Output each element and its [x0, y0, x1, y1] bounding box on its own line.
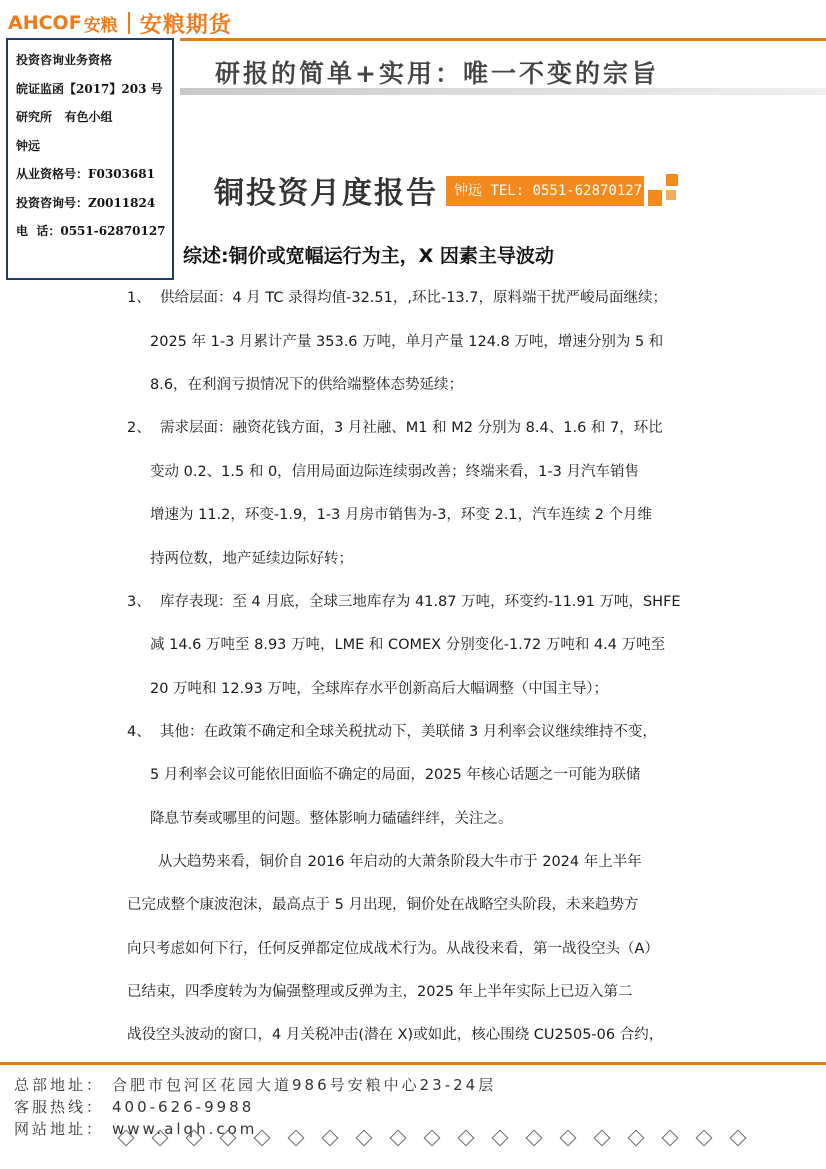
- info-line: 投资咨询号：Z0011824: [16, 195, 156, 210]
- logo-chinese-small: 安粮: [83, 15, 118, 36]
- diamond-icon: [390, 1130, 407, 1147]
- logo-chinese-large: 安粮期货: [139, 12, 232, 38]
- body-line: 增速为 11.2，环变-1.9，1-3 月房市销售为-3，环变 2.1，汽车连续 2 个月维: [150, 507, 653, 523]
- diamond-icon: [492, 1130, 509, 1147]
- body-line: 3、 库存表现：至 4 月底，全球三地库存为 41.87 万吨，环变约-11.91 万吨，SHFE: [127, 594, 681, 610]
- footer-divider: [0, 1062, 826, 1065]
- footer-diamond-row: [120, 1132, 744, 1144]
- analyst-info-box: [6, 38, 174, 280]
- diamond-icon: [662, 1130, 679, 1147]
- logo-divider: [128, 12, 130, 34]
- diamond-icon: [118, 1130, 135, 1147]
- logo-english: AHCOF: [8, 12, 82, 34]
- body-line: 2、 需求层面：融资花钱方面，3 月社融、M1 和 M2 分别为 8.4、1.6 和 7，环比: [127, 420, 663, 436]
- report-contact-tag: 钟远 TEL: 0551-62870127: [446, 176, 644, 206]
- diamond-icon: [322, 1130, 339, 1147]
- body-line: 从大趋势来看，铜价自 2016 年启动的大萧条阶段大牛市于 2024 年上半年: [158, 854, 642, 870]
- report-title-banner: [210, 168, 682, 212]
- body-line: 已完成整个康波泡沫，最高点于 5 月出现，铜价处在战略空头阶段，未来趋势方: [127, 897, 639, 913]
- decor-square: [666, 190, 676, 200]
- diamond-icon: [152, 1130, 169, 1147]
- decor-square: [648, 190, 662, 206]
- report-title: 铜投资月度报告: [214, 176, 438, 211]
- diamond-icon: [526, 1130, 543, 1147]
- body-line: 变动 0.2、1.5 和 0，信用局面边际连续弱改善；终端来看，1-3 月汽车销售: [150, 464, 639, 480]
- company-logo: [8, 8, 232, 38]
- body-line: 向只考虑如何下行，任何反弹都定位成战术行为。从战役来看，第一战役空头（A）: [127, 941, 659, 957]
- slogan: 研报的简单+实用：唯一不变的宗旨: [215, 59, 659, 88]
- section-heading: 综述:铜价或宽幅运行为主，X 因素主导波动: [183, 245, 554, 267]
- diamond-icon: [594, 1130, 611, 1147]
- diamond-icon: [288, 1130, 305, 1147]
- website-value: www.alqh.com: [112, 1120, 258, 1138]
- slogan-underline: [180, 88, 826, 95]
- diamond-icon: [220, 1130, 237, 1147]
- footer-hotline: [14, 1096, 254, 1117]
- decor-square: [666, 174, 678, 186]
- diamond-icon: [356, 1130, 373, 1147]
- address-value: 合肥市包河区花园大道986号安粮中心23-24层: [112, 1076, 497, 1094]
- diamond-icon: [254, 1130, 271, 1147]
- body-line: 持两位数，地产延续边际好转；: [150, 551, 353, 567]
- body-line: 减 14.6 万吨至 8.93 万吨，LME 和 COMEX 分别变化-1.72 万吨和 4.4 万吨至: [150, 637, 666, 653]
- body-line: 降息节奏或哪里的问题。整体影响力磕磕绊绊，关注之。: [150, 811, 513, 827]
- hotline-value: 400-626-9988: [112, 1098, 255, 1116]
- website-label: 网站地址：: [14, 1120, 105, 1138]
- info-line: 从业资格号：F0303681: [16, 167, 155, 181]
- body-line: 2025 年 1-3 月累计产量 353.6 万吨，单月产量 124.8 万吨，增速分别为 5 和: [150, 334, 664, 350]
- diamond-icon: [458, 1130, 475, 1147]
- body-line: 8.6，在利润亏损情况下的供给端整体态势延续；: [150, 377, 464, 393]
- body-line: 1、 供给层面：4 月 TC 录得均值-32.51，,环比-13.7，原料端干扰严峻局面继续；: [127, 290, 667, 306]
- footer-address: [14, 1074, 496, 1095]
- diamond-icon: [560, 1130, 577, 1147]
- info-line: 研究所 有色小组: [16, 110, 113, 124]
- body-line: 战役空头波动的窗口，4 月关税冲击(潜在 X)或如此，核心围绕 CU2505-06 合约，: [127, 1027, 664, 1043]
- diamond-icon: [186, 1130, 203, 1147]
- body-line: 已结束，四季度转为为偏强整理或反弹为主，2025 年上半年实际上已迈入第二: [127, 984, 633, 1000]
- diamond-icon: [730, 1130, 747, 1147]
- info-line: 投资咨询业务资格: [16, 53, 113, 67]
- address-label: 总部地址：: [14, 1076, 105, 1094]
- diamond-icon: [696, 1130, 713, 1147]
- info-line: 钟远: [16, 138, 41, 153]
- body-line: 4、 其他：在政策不确定和全球关税扰动下，美联储 3 月利率会议继续维持不变，: [127, 724, 657, 740]
- diamond-icon: [628, 1130, 645, 1147]
- body-line: 5 月利率会议可能依旧面临不确定的局面，2025 年核心话题之一可能为联储: [150, 767, 641, 783]
- header-divider: [180, 38, 826, 41]
- info-line: 电 话：0551-62870127: [16, 224, 166, 238]
- info-line: 皖证监函【2017】203 号: [16, 81, 163, 96]
- diamond-icon: [424, 1130, 441, 1147]
- body-line: 20 万吨和 12.93 万吨，全球库存水平创新高后大幅调整（中国主导）；: [150, 681, 609, 697]
- hotline-label: 客服热线：: [14, 1098, 105, 1116]
